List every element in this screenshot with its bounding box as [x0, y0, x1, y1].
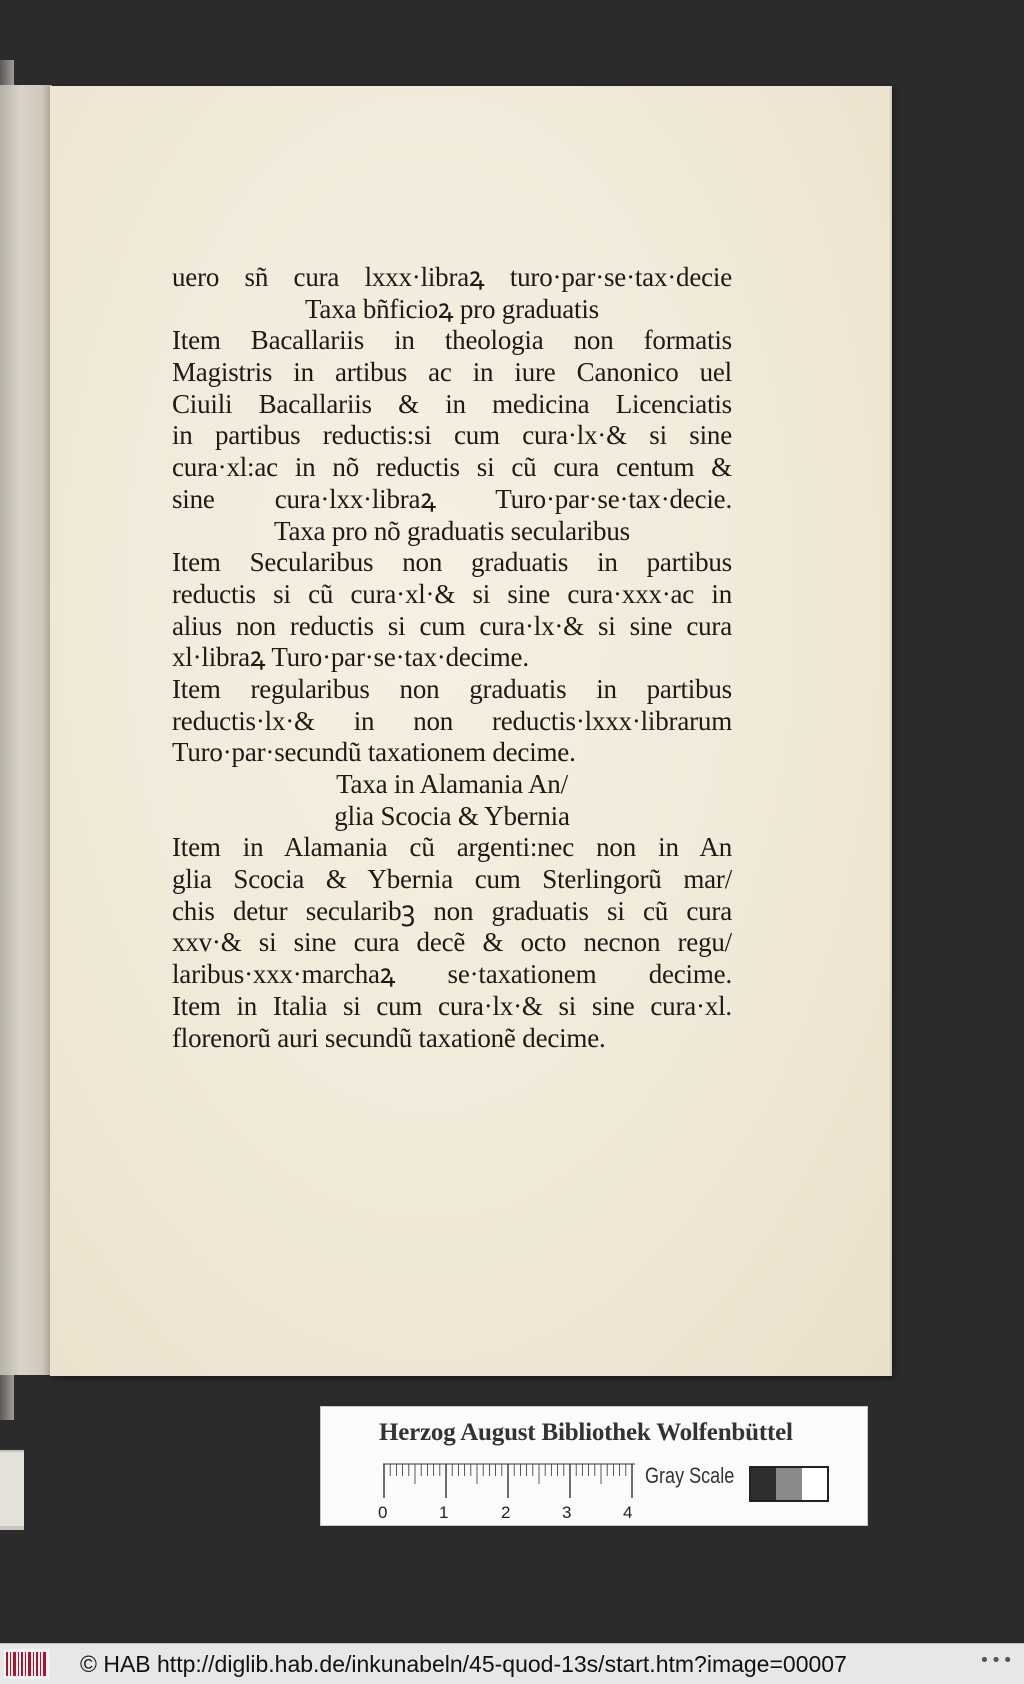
- text-line: cura·xl:ac in nõ reductis si cũ cura centum &: [172, 452, 732, 483]
- ruler-number: 2: [501, 1503, 511, 1522]
- text-line: Magistris in artibus ac in iure Canonico uel: [172, 357, 732, 388]
- gray-scale-patches: [749, 1466, 829, 1502]
- text-line: Taxa in Alamania An/: [336, 769, 568, 799]
- text-line: xl·libraꝝ Turo·par·se·tax·decime.: [172, 642, 529, 673]
- text-line: Item in Italia si cum cura·lx·& si sine cura·xl.: [172, 990, 732, 1021]
- text-line: Item in Alamania cũ argenti:nec non in An: [172, 832, 732, 863]
- text-line: Ciuili Bacallariis & in medicina Licenciatis: [172, 388, 732, 419]
- text-line: Item regularibus non graduatis in partibus: [172, 673, 732, 704]
- barcode-icon: [4, 1649, 50, 1679]
- text-line: xxv·& si sine cura decẽ & octo necnon regu/: [172, 927, 732, 958]
- text-line: glia Scocia & Ybernia: [334, 800, 570, 831]
- text-line: Item Secularibus non graduatis in partibus: [172, 547, 732, 578]
- text-line: sine cura·lxx·libraꝝ Turo·par·se·tax·decie.: [172, 483, 732, 514]
- text-line: Turo·par·secundũ taxationem decime.: [172, 737, 576, 768]
- shelfmark-label: [0, 1452, 24, 1526]
- text-line: Taxa bñficioꝝ pro graduatis: [305, 293, 599, 324]
- gray-scale-label: Gray Scale: [645, 1463, 735, 1488]
- ellipsis-icon[interactable]: •••: [979, 1650, 1014, 1671]
- previous-page-edge: [0, 85, 52, 1375]
- ruler-number: 0: [378, 1503, 388, 1522]
- ruler-number: 1: [439, 1503, 449, 1522]
- text-line: laribus·xxx·marchaꝝ se·taxationem decime.: [172, 959, 732, 990]
- gray-patch-white: [802, 1468, 827, 1500]
- gray-patch-dark: [751, 1468, 776, 1500]
- text-line: reductis·lx·& in non reductis·lxxx·librarum: [172, 705, 732, 736]
- ruler-number: 4: [623, 1503, 633, 1522]
- gray-patch-mid: [776, 1468, 801, 1500]
- library-name: Herzog August Bibliothek Wolfenbüttel: [379, 1419, 793, 1446]
- printed-text-block: [172, 262, 732, 1054]
- text-line: Item Bacallariis in theologia non formatis: [172, 325, 732, 356]
- source-url-text[interactable]: © HAB http://diglib.hab.de/inkunabeln/45-quod-13s/start.htm?image=00007: [80, 1650, 847, 1677]
- ruler-scale: [383, 1462, 635, 1502]
- text-line: glia Scocia & Ybernia cum Sterlingorũ mar/: [172, 864, 732, 895]
- ruler-number: 3: [562, 1503, 572, 1522]
- text-line: reductis si cũ cura·xl·& si sine cura·xxx·ac in: [172, 578, 732, 609]
- text-line: Taxa pro nõ graduatis secularibus: [274, 515, 630, 546]
- text-line: uero sñ cura lxxx·libraꝝ turo·par·se·tax·decie: [172, 262, 732, 292]
- status-bar: [0, 1643, 1024, 1684]
- text-line: florenorũ auri secundũ taxationẽ decime.: [172, 1022, 606, 1053]
- text-line: in partibus reductis:si cum cura·lx·& si sine: [172, 420, 732, 451]
- text-line: chis detur secularibꝫ non graduatis si cũ cura: [172, 895, 732, 926]
- color-calibration-card: [320, 1406, 868, 1526]
- text-line: alius non reductis si cum cura·lx·& si sine cura: [172, 610, 732, 641]
